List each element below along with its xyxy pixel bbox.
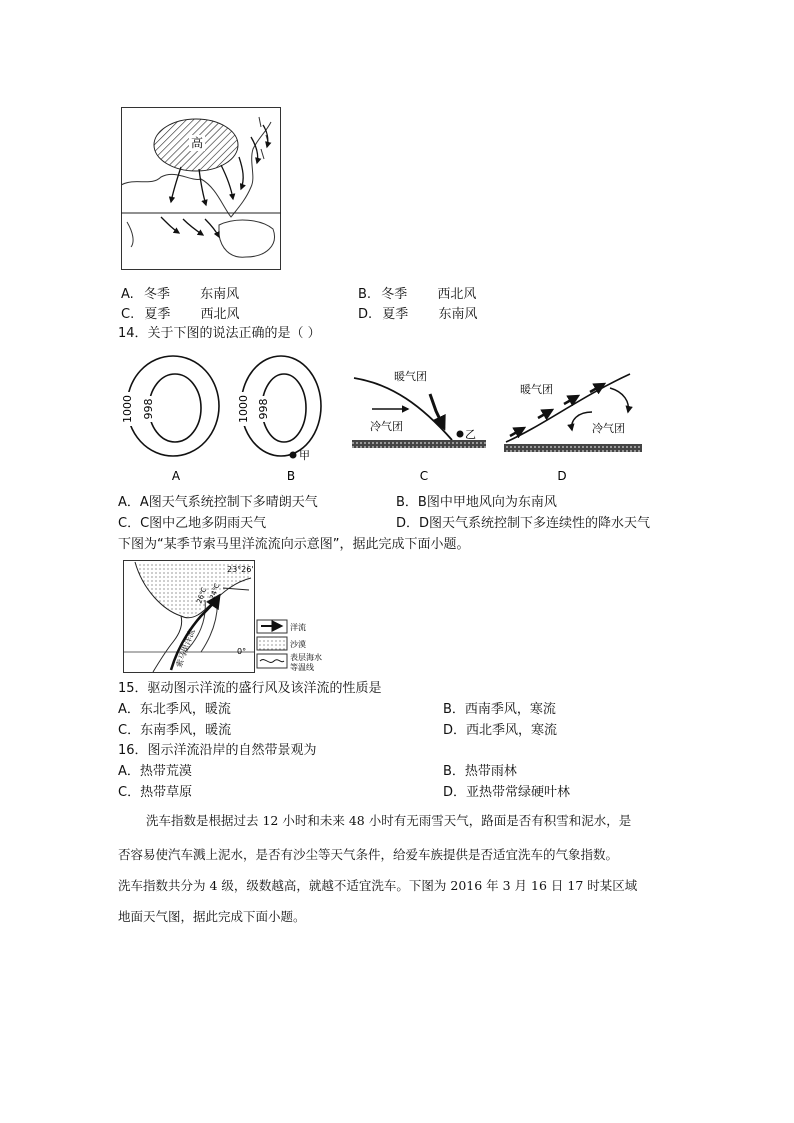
q16-option-a[interactable]: A．热带荒漠 bbox=[118, 764, 192, 779]
fig-c-cold-label: 冷气团 bbox=[370, 420, 403, 433]
q14-option-c[interactable]: C．C图中乙地多阴雨天气 bbox=[118, 516, 267, 531]
fig-b-isobar-1000: 1000 bbox=[237, 395, 250, 423]
fig-d-cold-label: 冷气团 bbox=[592, 422, 625, 435]
fig-b-caption: B bbox=[286, 469, 296, 483]
fig-d-warm-label: 暖气团 bbox=[520, 383, 553, 396]
q16-stem: 16．图示洋流沿岸的自然带景观为 bbox=[118, 743, 317, 758]
isotherm-26: 26℃ bbox=[195, 586, 209, 605]
q14-option-d[interactable]: D．D图天气系统控制下多连续性的降水天气 bbox=[396, 516, 651, 531]
fig-a-caption: A bbox=[171, 469, 181, 483]
q14-stem: 14．关于下图的说法正确的是（ ） bbox=[118, 326, 321, 341]
point-yi-label: 乙 bbox=[465, 428, 476, 441]
q13-option-c[interactable]: C. 夏季 西北风 bbox=[121, 307, 240, 322]
high-label: 高 bbox=[190, 136, 204, 150]
q13-option-a[interactable]: A. 冬季 东南风 bbox=[121, 287, 240, 302]
legend-desert: 沙漠 bbox=[290, 640, 306, 649]
passage-line-4: 地面天气图，据此完成下面小题。 bbox=[118, 909, 306, 924]
q16-option-c[interactable]: C．热带草原 bbox=[118, 785, 193, 800]
passage-line-1: 洗车指数是根据过去 12 小时和未来 48 小时有无雨雪天气，路面是否有积雪和泥水，是 bbox=[146, 813, 632, 828]
somali-current-map bbox=[123, 560, 359, 674]
passage-line-3: 洗车指数共分为 4 级，级数越高，就越不适宜洗车。下图为 2016 年 3 月 16 日 17 时某区域 bbox=[118, 878, 638, 893]
legend-sea-surface: 表层海水 bbox=[290, 653, 322, 662]
q15-option-c[interactable]: C．东南季风，暖流 bbox=[118, 723, 232, 738]
q15-intro: 下图为“某季节索马里洋流流向示意图”，据此完成下面小题。 bbox=[118, 537, 470, 552]
q13-option-d[interactable]: D. 夏季 东南风 bbox=[358, 307, 478, 322]
asia-monsoon-map bbox=[121, 107, 281, 270]
q15-option-a[interactable]: A．东北季风，暖流 bbox=[118, 702, 231, 717]
fig-b-isobar-998: 998 bbox=[257, 398, 270, 420]
isotherm-24: 24℃ bbox=[208, 582, 222, 601]
q15-stem: 15．驱动图示洋流的盛行风及该洋流的性质是 bbox=[118, 681, 382, 696]
q14-option-a[interactable]: A．A图天气系统控制下多晴朗天气 bbox=[118, 495, 318, 510]
fig-d-caption: D bbox=[557, 469, 567, 483]
fig-a-isobar-998: 998 bbox=[142, 398, 155, 420]
passage-line-2: 否容易使汽车溅上泥水，是否有沙尘等天气条件，给爱车族提供是否适宜洗车的气象指数。 bbox=[118, 847, 619, 862]
lat-eq-label: 0° bbox=[237, 647, 247, 656]
point-jia-label: 甲 bbox=[299, 449, 310, 462]
map-legend bbox=[257, 620, 322, 672]
fig-d-warm-front bbox=[502, 366, 644, 484]
q15-option-b[interactable]: B．西南季风，寒流 bbox=[443, 702, 556, 717]
fig-c-caption: C bbox=[419, 469, 429, 483]
point-yi bbox=[457, 431, 464, 438]
fig-b-pressure bbox=[236, 352, 346, 484]
q14-option-b[interactable]: B．B图中甲地风向为东南风 bbox=[396, 495, 557, 510]
current-label: 索马里洋流 bbox=[174, 628, 197, 669]
legend-current: 洋流 bbox=[290, 623, 306, 632]
fig-a-pressure bbox=[118, 352, 228, 484]
q16-option-d[interactable]: D．亚热带常绿硬叶林 bbox=[443, 785, 571, 800]
q13-option-b[interactable]: B. 冬季 西北风 bbox=[358, 287, 477, 302]
fig-a-isobar-1000: 1000 bbox=[121, 395, 134, 423]
lat-top-label: 23°26' bbox=[227, 565, 254, 574]
fig-c-cold-front bbox=[352, 366, 488, 484]
fig-c-warm-label: 暖气团 bbox=[394, 370, 427, 383]
point-jia bbox=[290, 452, 297, 459]
q15-option-d[interactable]: D．西北季风，寒流 bbox=[443, 723, 558, 738]
legend-isotherm: 等温线 bbox=[290, 663, 314, 672]
q16-option-b[interactable]: B．热带雨林 bbox=[443, 764, 517, 779]
